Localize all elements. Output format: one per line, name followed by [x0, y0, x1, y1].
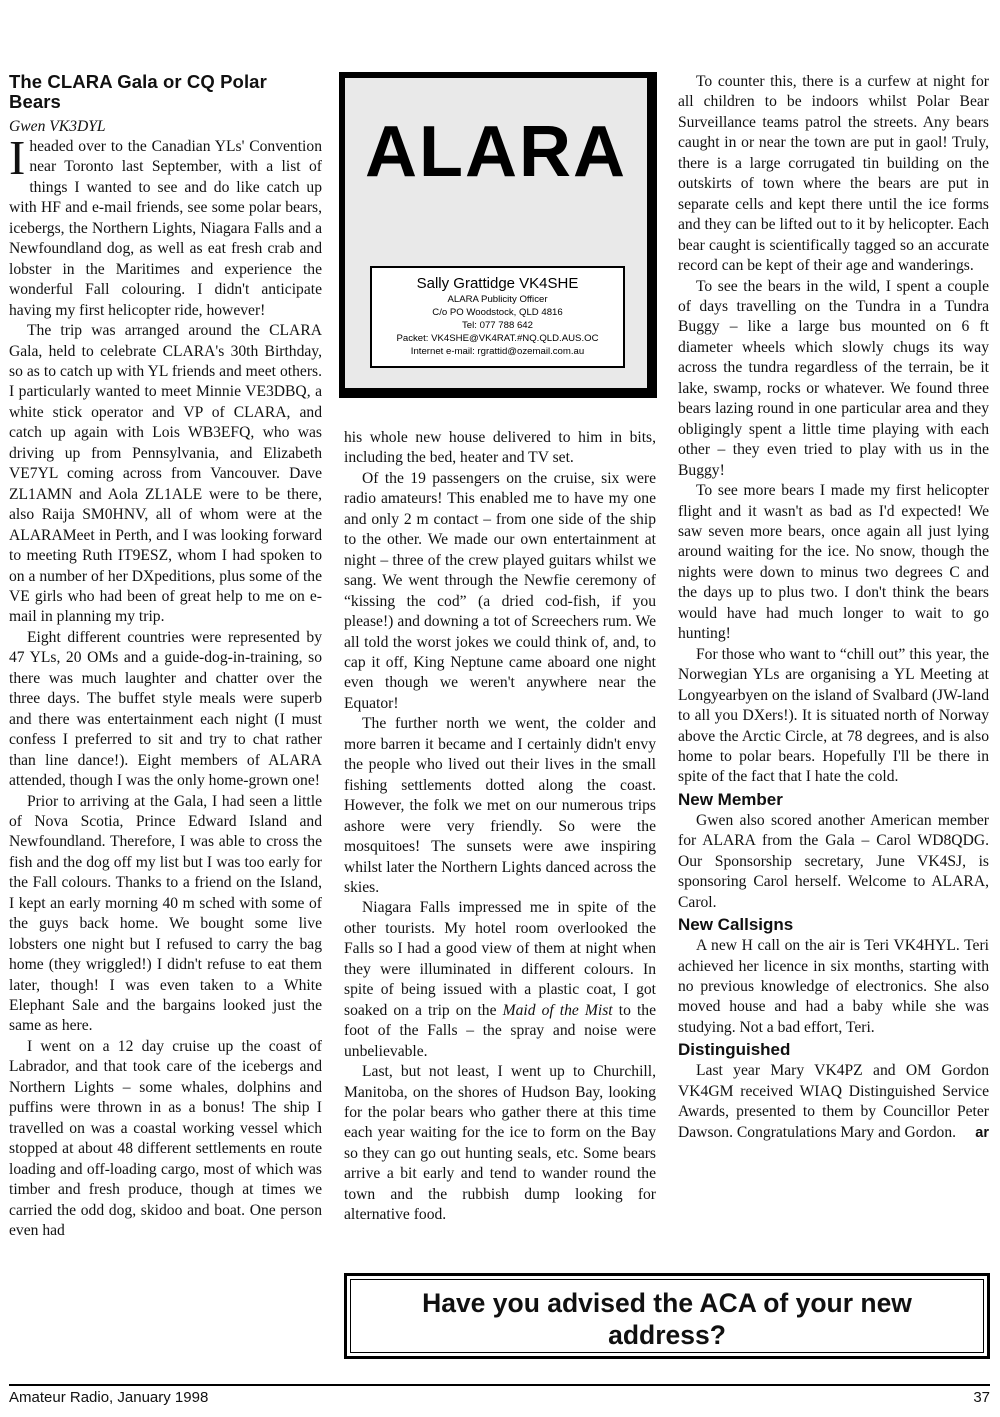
section-heading-distinguished: Distinguished [678, 1040, 791, 1060]
contact-role: ALARA Publicity Officer [447, 294, 548, 305]
paragraph: To see the bears in the wild, I spent a couple of days travelling on the Tundra in a Tundra Buggy – like a large bus mounted on 6 ft diameter wheels which slowly chugs its way across the tundra regardless of the terrain, be it lake, swamp, rocks or whatever. We found three bears lazing round in one particular area and they obligingly spent a little time playing with each other – they even tried to play with us in the Buggy! [678, 277, 989, 479]
section-heading-new-member: New Member [678, 789, 783, 809]
aca-notice-line-1: Have you advised the ACA of your new [422, 1288, 912, 1318]
contact-address: C/o PO Woodstock, QLD 4816 [432, 307, 563, 318]
article-title: The CLARA Gala or CQ Polar Bears [9, 71, 267, 112]
contact-phone: Tel: 077 788 642 [462, 320, 533, 331]
aca-notice-box [344, 1273, 990, 1359]
paragraph: Iheaded over to the Canadian YLs' Convention near Toronto last September, with a list of things I wanted to see and do like catch up with HF and e-mail friends, see some polar bears, icebergs, the Northern Lights, Niagara Falls and a Newfoundland dog, as well as eat fresh crab and lobster in the Maritimes and experience the wonderful Fall colouring. I didn't anticipate having my first helicopter ride, however! [9, 130, 322, 319]
paragraph: A new H call on the air is Teri VK4HYL. Teri achieved her licence in six months, starting with no previous knowledge of electronics. She also moved house and had a baby while she was studying. Not a bad effort, Teri. [678, 937, 989, 1036]
footer-publication: Amateur Radio, January 1998 [9, 1389, 209, 1406]
alara-contact-box [339, 72, 657, 398]
section-heading-new-callsigns: New Callsigns [678, 915, 794, 935]
contact-email: Internet e-mail: rgrattid@ozemail.com.au [410, 346, 585, 357]
contact-packet: Packet: VK4SHE@VK4RAT.#NQ.QLD.AUS.OC [396, 333, 599, 344]
paragraph: To see more bears I made my first helicopter flight and it wasn't as bad as I'd expected! We saw seven more bears, once again all just lying around waiting for the ice. No snow, though the nights were down to minus two degrees C and the days up to plus two. I don't think the bears would have had much longer to wait to go hunting! [678, 482, 989, 643]
paragraph: Last year Mary VK4PZ and OM Gordon VK4GM received WIAQ Distinguished Service Awards, presented to them by Councillor Peter Dawson. Congratulations Mary and Gordon. ar [678, 1061, 989, 1143]
paragraph: I went on a 12 day cruise up the coast of Labrador, and that took care of the icebergs and Northern Lights – some whales, dolphins and puffins were thrown in as a bonus! The ship I travelled on was a coastal working vessel which stopped at about 48 different settlements en route loading and off-loading cargo, most of which was timber and fresh produce, though at times we carried the odd dog, skidoo and boat. One person even had [9, 1037, 322, 1240]
paragraph: Of the 19 passengers on the cruise, six were radio amateurs! This enabled me to have my one and only 2 m contact – from one side of the ship to the other. We made our own entertainment at night – three of the crew played guitars whilst we sang. We went through the Newfie ceremony of “kissing the cod” (a dried cod-fish, if you please!) and downing a tot of Screechers rum. We all told the worst jokes we could think of, and, to cap it off, King Neptune came aboard one night even though we weren't anywhere near the Equator! [344, 469, 656, 712]
article-byline: Gwen VK3DYL [9, 118, 106, 135]
paragraph: The trip was arranged around the CLARA Gala, held to celebrate CLARA's 30th Birthday, so as to catch up with YL friends and meet others. I particularly wanted to meet Minnie VE3DBQ, a white stick operator and VP of CLARA, and catch up again with Lois WB3EFQ, who was driving up from Pennsylvania, and Elizabeth VE7YL coming across from Vancouver. Dave ZL1AMN and Aola ZL1ALE were to be there, also Raija SM0HNV, all of whom were at the ALARAMeet in Perth, and I was looking forward to meeting Ruth IT9ESZ, whom I had spoken to on a number of her DXpeditions, plus some of the VE girls who had been of great help to me on e-mail in planning my trip. [9, 322, 322, 626]
alara-box-panel [345, 78, 647, 388]
paragraph: The further north we went, the colder and more barren it became and I certainly didn't envy the people who lived out their lives in the small fishing settlements dotted along the coast. However, the folk we met on our numerous trips ashore were very friendly. So were the mosquitoes! The sunsets were awe inspiring whilst later the Northern Lights danced across the skies. [344, 715, 656, 896]
aca-notice-line-2: address? [608, 1320, 726, 1350]
paragraph: Last, but not least, I went up to Churchill, Manitoba, on the shores of Hudson Bay, looking for the polar bears who gather there at this time each year waiting for the ice to form on the Bay so they can go out hunting seals, etc. Some bears arrive a bit early and tend to wander round the town and the rubbish dump looking for alternative food. [344, 1063, 656, 1224]
article-column-2 [344, 428, 656, 1226]
paragraph: Gwen also scored another American member for ALARA from the Gala – Carol WD8QDG. Our Sponsorship secretary, June VK4SJ, is sponsoring Carol herself. Welcome to ALARA, Carol. [678, 811, 989, 911]
boat-name: Maid of the Mist [502, 1001, 613, 1019]
end-mark: ar [975, 1124, 989, 1141]
contact-name: Sally Grattidge VK4SHE [416, 275, 579, 292]
alara-logo: ALARA [365, 112, 627, 192]
paragraph: his whole new house delivered to him in bits, including the bed, heater and TV set. [344, 429, 656, 467]
page-number: 37 [973, 1389, 990, 1406]
article-column-3 [678, 72, 989, 1143]
paragraph: For those who want to “chill out” this year, the Norwegian YLs are organising a YL Meeting at Longyearbyen on the island of Svalbard (JW-land to all you DXers!). It is situated north of Norway above the Arctic Circle, at 78 degrees, and is also home to polar bears. Hopefully I'll be there in spite of the fact that I hate the cold. [678, 645, 989, 786]
paragraph: Prior to arriving at the Gala, I had seen a little of Nova Scotia, Prince Edward Island and Newfoundland. Therefore, I was able to cross the fish and the dog off my list but I was too early for the Fall colours. Thanks to a friend on the Island, I kept an early morning 40 m sched with some of the guys back home. We bought some live lobsters one night but I refused to carry the bag home (they wriggled!) I didn't refuse to eat them later, though! I was even taken to a White Elephant Sale and the bargains looked just the same as here. [9, 792, 322, 1035]
paragraph: Niagara Falls impressed me in spite of the other tourists. My hotel room overlooked the Falls so I had a good view of them at night when they were illuminated in different colours. In spite of being issued with a plastic coat, I got soaked on a trip on the Maid of the Mist to the foot of the Falls – the spray and noise were unbelievable. [344, 899, 656, 1060]
paragraph: Eight different countries were represented by 47 YLs, 20 OMs and a guide-dog-in-training, so there was much laughter and chatter over the three days. The buffet style meals were superb and there was entertainment each night (I must confess I preferred to sit and try to chat rather than line dance!). Eight members of ALARA attended, though I was the only home-grown one! [9, 628, 322, 790]
contact-card [370, 266, 625, 368]
aca-notice [350, 1279, 984, 1353]
paragraph: To counter this, there is a curfew at night for all children to be indoors whilst Polar Bear Surveillance teams patrol the streets. Any bears caught in or near the town are put in gaol! Truly, there is a large corrugated tin building on the outskirts of town where the bears are put in separate cells and kept there until the ice forms and they can be lifted out to it by helicopter. Each bear caught is scientifically tagged so an accurate record can be kept of their age and wanderings. [678, 73, 989, 275]
article-column-1 [9, 72, 322, 1241]
drop-cap: I [9, 130, 26, 185]
footer-rule [9, 1384, 990, 1386]
